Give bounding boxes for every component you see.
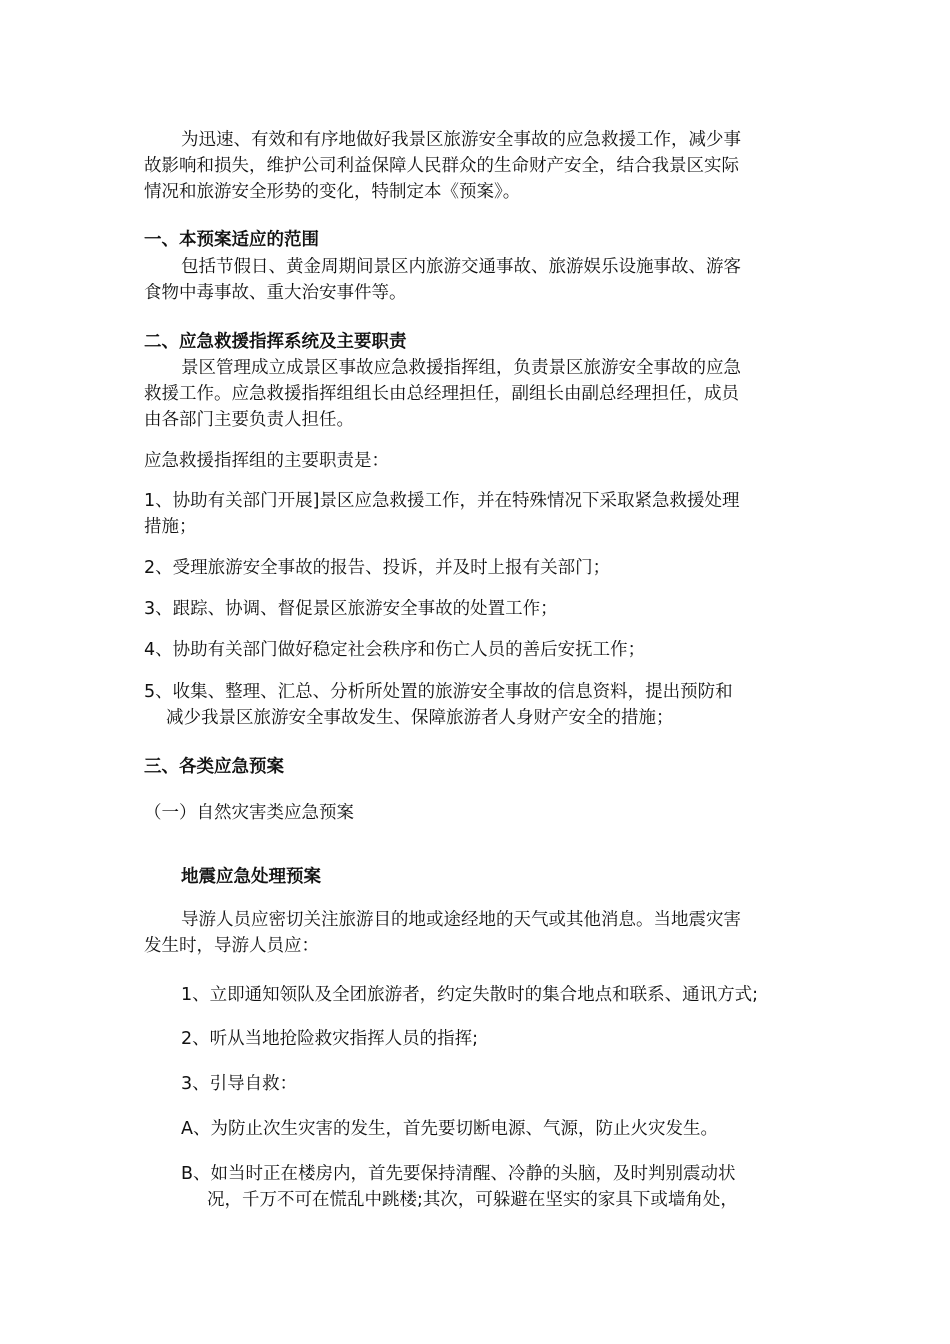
section3-subheading: （一）自然灾害类应急预案 <box>144 803 354 823</box>
duty-line: 3、跟踪、协调、督促景区旅游安全事故的处置工作； <box>144 599 558 619</box>
section2-line: 景区管理成立成景区事故应急救援指挥组，负责景区旅游安全事故的应急 <box>181 358 741 378</box>
quake-item-a: A、为防止次生灾害的发生，首先要切断电源、气源，防止火灾发生。 <box>181 1119 718 1139</box>
duty-line: 4、协助有关部门做好稳定社会秩序和伤亡人员的善后安抚工作； <box>144 640 646 660</box>
duties-intro: 应急救援指挥组的主要职责是： <box>144 451 389 471</box>
quake-item-b <box>181 1161 841 1213</box>
quake-step: 2、听从当地抢险救灾指挥人员的指挥; <box>181 1029 479 1049</box>
duty-line: 1、协助有关部门开展]景区应急救援工作，并在特殊情况下采取紧急救援处理 <box>144 491 740 511</box>
duty-item <box>144 596 804 622</box>
duty-item <box>144 637 804 663</box>
quake-step: 1、立即通知领队及全团旅游者，约定失散时的集合地点和联系、通讯方式; <box>181 985 759 1005</box>
intro-line: 情况和旅游安全形势的变化，特制定本《预案》。 <box>144 182 521 202</box>
duty-line: 5、收集、整理、汇总、分析所处置的旅游安全事故的信息资料，提出预防和 <box>144 682 733 702</box>
duty-line: 措施； <box>144 517 197 537</box>
section2-line: 由各部门主要负责人担任。 <box>144 410 354 430</box>
intro-line: 为迅速、有效和有序地做好我景区旅游安全事故的应急救援工作，减少事 <box>181 130 741 150</box>
duty-item <box>144 555 804 581</box>
section1-line: 食物中毒事故、重大治安事件等。 <box>144 283 407 303</box>
duty-line: 减少我景区旅游安全事故发生、保障旅游者人身财产安全的措施； <box>166 708 674 728</box>
duty-line: 2、受理旅游安全事故的报告、投诉，并及时上报有关部门； <box>144 558 611 578</box>
section1-line: 包括节假日、黄金周期间景区内旅游交通事故、旅游娱乐设施事故、游客 <box>181 257 741 277</box>
section3-heading: 三、各类应急预案 <box>144 757 284 777</box>
quake-plan-title: 地震应急处理预案 <box>181 867 321 887</box>
section1-heading: 一、本预案适应的范围 <box>144 230 319 250</box>
section2-paragraph <box>144 355 804 433</box>
quake-item-b-line: 况，千万不可在慌乱中跳楼;其次，可躲避在坚实的家具下或墙角处， <box>207 1190 738 1210</box>
intro-paragraph <box>144 127 804 205</box>
section1-paragraph <box>144 254 804 306</box>
section2-heading: 二、应急救援指挥系统及主要职责 <box>144 332 407 352</box>
quake-line: 发生时，导游人员应： <box>144 936 319 956</box>
quake-item-b-line: B、如当时正在楼房内，首先要保持清醒、冷静的头脑，及时判别震动状 <box>181 1164 736 1184</box>
duty-item <box>144 679 804 731</box>
section2-line: 救援工作。应急救援指挥组组长由总经理担任，副组长由副总经理担任，成员 <box>144 384 739 404</box>
duty-item <box>144 488 804 540</box>
intro-line: 故影响和损失，维护公司利益保障人民群众的生命财产安全，结合我景区实际 <box>144 156 739 176</box>
quake-paragraph <box>144 907 804 959</box>
quake-step: 3、引导自救： <box>181 1074 298 1094</box>
quake-line: 导游人员应密切关注旅游目的地或途经地的天气或其他消息。当地震灾害 <box>181 910 741 930</box>
